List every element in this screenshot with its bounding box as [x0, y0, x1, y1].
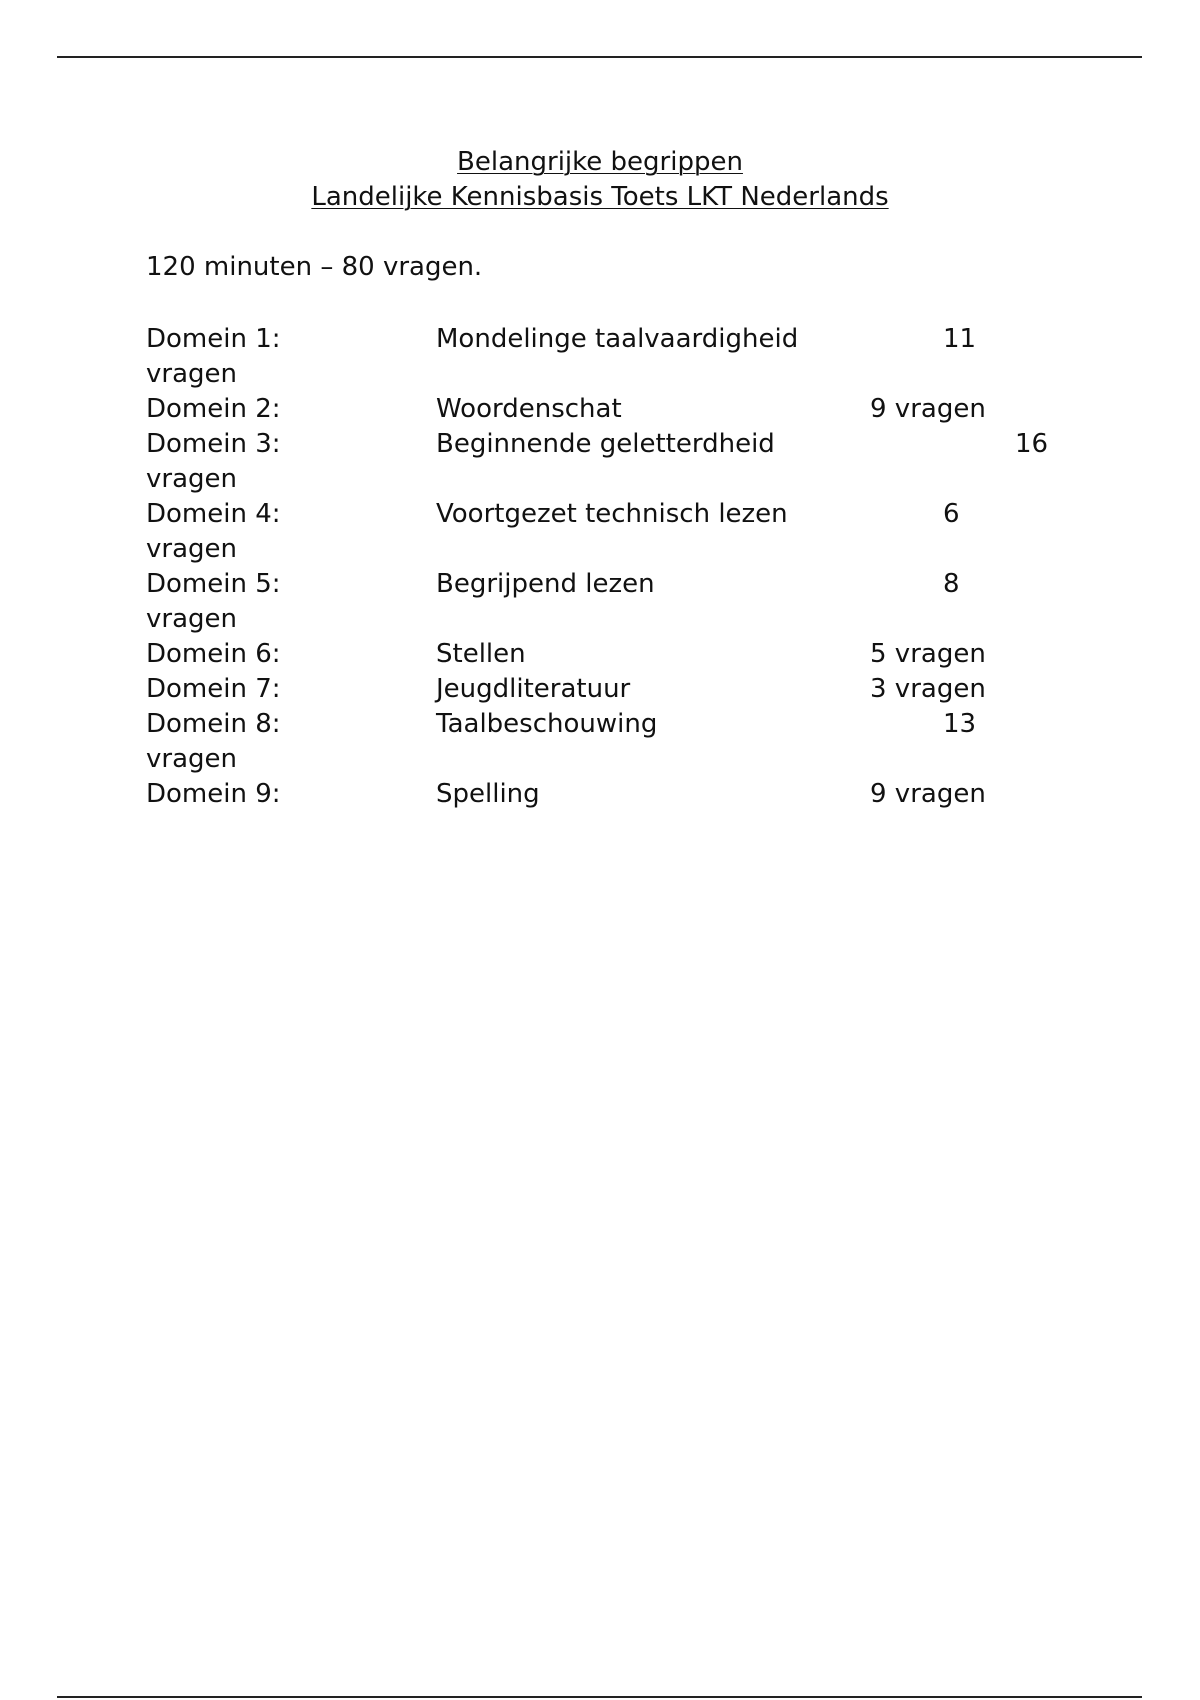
domain-count: 16	[1015, 429, 1049, 459]
domain-label: Domein 2:	[146, 394, 281, 424]
domain-count: 13	[943, 709, 977, 739]
domain-count-unit: vragen	[146, 359, 237, 389]
document-title: Belangrijke begrippen	[457, 147, 743, 177]
domain-count: 8	[943, 569, 960, 599]
domain-row	[146, 777, 1076, 812]
domain-row	[146, 672, 1076, 707]
domain-label: Domein 8:	[146, 709, 281, 739]
top-rule	[57, 56, 1142, 58]
domain-name: Stellen	[436, 639, 526, 669]
domain-name: Taalbeschouwing	[436, 709, 658, 739]
domain-count-unit: vragen	[146, 604, 237, 634]
domain-label: Domein 1:	[146, 324, 281, 354]
exam-summary: 120 minuten – 80 vragen.	[146, 252, 483, 282]
domain-name: Mondelinge taalvaardigheid	[436, 324, 799, 354]
domain-count: 9 vragen	[870, 394, 986, 424]
domain-row	[146, 392, 1076, 427]
domain-row	[146, 707, 1076, 777]
document-subtitle: Landelijke Kennisbasis Toets LKT Nederlands	[311, 182, 889, 212]
domain-count: 5 vragen	[870, 639, 986, 669]
domain-row	[146, 637, 1076, 672]
domain-list	[146, 322, 1076, 812]
domain-name: Beginnende geletterdheid	[436, 429, 775, 459]
domain-row	[146, 322, 1076, 392]
domain-row	[146, 497, 1076, 567]
domain-label: Domein 3:	[146, 429, 281, 459]
domain-name: Begrijpend lezen	[436, 569, 655, 599]
domain-label: Domein 5:	[146, 569, 281, 599]
domain-name: Spelling	[436, 779, 540, 809]
domain-label: Domein 7:	[146, 674, 281, 704]
domain-row	[146, 567, 1076, 637]
bottom-rule	[57, 1696, 1142, 1698]
domain-label: Domein 4:	[146, 499, 281, 529]
domain-count: 6	[943, 499, 960, 529]
domain-name: Voortgezet technisch lezen	[436, 499, 788, 529]
domain-count: 9 vragen	[870, 779, 986, 809]
domain-count-unit: vragen	[146, 534, 237, 564]
domain-name: Jeugdliteratuur	[436, 674, 631, 704]
domain-label: Domein 9:	[146, 779, 281, 809]
domain-count-unit: vragen	[146, 464, 237, 494]
domain-name: Woordenschat	[436, 394, 622, 424]
domain-count-unit: vragen	[146, 744, 237, 774]
domain-label: Domein 6:	[146, 639, 281, 669]
domain-count: 11	[943, 324, 977, 354]
domain-row	[146, 427, 1076, 497]
domain-count: 3 vragen	[870, 674, 986, 704]
